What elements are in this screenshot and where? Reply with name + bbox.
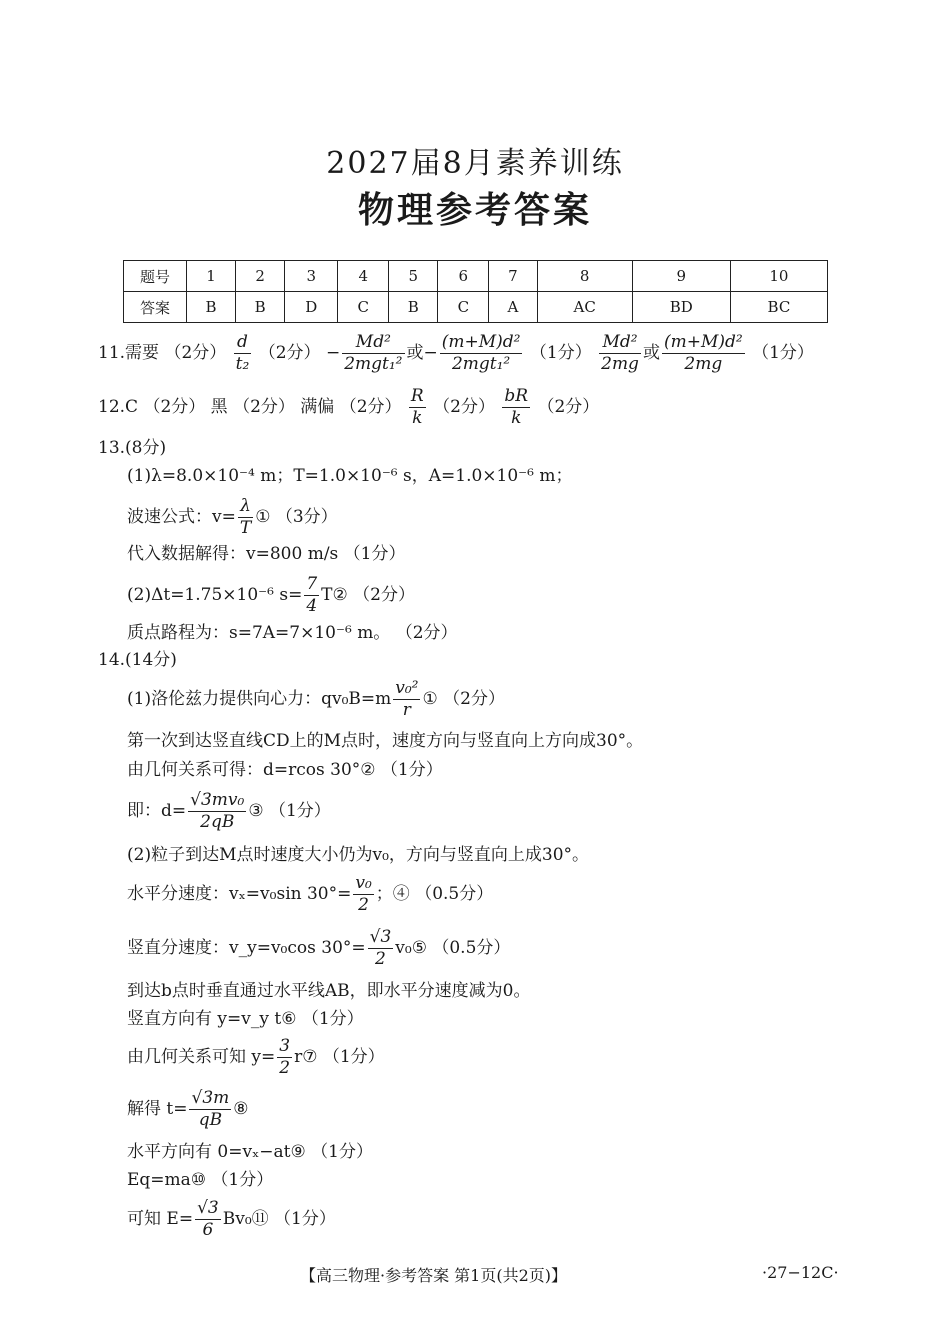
q14-head: 14.(14分) bbox=[98, 650, 177, 670]
answer-title: 物理参考答案 bbox=[357, 189, 592, 231]
fraction: $\frac{R}{k}$ bbox=[410, 386, 424, 428]
table-cell: 6 bbox=[438, 261, 489, 292]
fraction: $\frac{3}{2}$ bbox=[279, 1036, 291, 1078]
table-cell: 10 bbox=[730, 261, 827, 292]
table-cell: 3 bbox=[285, 261, 338, 292]
table-cell: B bbox=[389, 292, 438, 323]
page-code: ·27−12C· bbox=[762, 1263, 839, 1282]
q14-line: 第一次到达竖直线CD上的M点时，速度方向与竖直向上方向成30°。 bbox=[127, 731, 644, 751]
table-cell: D bbox=[285, 292, 338, 323]
q11-score: （2分） bbox=[258, 343, 321, 363]
q11-or: 或 bbox=[406, 343, 424, 363]
q13-line: 质点路程为：s=7A=7×10⁻⁶ m。 （2分） bbox=[127, 623, 458, 643]
q13-line: 波速公式：v= $\frac{\lambda}{T}$ ① （3分） bbox=[127, 496, 338, 538]
q14-line: 水平分速度：vₓ=v₀sin 30°= $\frac{\text{v₀}}{2}$ ；④ （0.5分） bbox=[127, 873, 494, 915]
q14-line: 到达b点时垂直通过水平线AB，即水平分速度减为0。 bbox=[127, 981, 531, 1001]
q12-line bbox=[98, 388, 599, 427]
table-cell: 4 bbox=[338, 261, 389, 292]
q13-head: 13.(8分) bbox=[98, 438, 167, 458]
q14-line: 可知 E= $\frac{√3}{6}$ Bv₀⑪ （1分） bbox=[127, 1198, 336, 1240]
table-cell: C bbox=[338, 292, 389, 323]
table-cell: C bbox=[438, 292, 489, 323]
q14-line: 水平方向有 0=vₓ−at⑨ （1分） bbox=[127, 1142, 373, 1162]
q13-line: (1)λ=8.0×10⁻⁴ m；T=1.0×10⁻⁶ s，A=1.0×10⁻⁶ m； bbox=[127, 466, 573, 486]
q13-line: 代入数据解得：v=800 m/s （1分） bbox=[127, 544, 406, 564]
q11-or: 或 bbox=[642, 343, 660, 363]
table-cell: A bbox=[489, 292, 537, 323]
q14-line: 即：d= $\frac{\text{√3mv₀}}{2qB}$ ③ （1分） bbox=[127, 790, 331, 832]
q12-text: 12.C （2分） 黑 （2分） 满偏 （2分） bbox=[98, 397, 402, 417]
fraction: $\frac{\text{(m+M)d²}}{\text{2mgt₁²}}$ bbox=[441, 332, 521, 374]
q14-line: 竖直方向有 y=v_y t⑥ （1分） bbox=[127, 1009, 364, 1029]
table-cell: BD bbox=[632, 292, 730, 323]
table-cell: 8 bbox=[537, 261, 632, 292]
page-footer: 【高三物理·参考答案 第1页(共2页)】 bbox=[300, 1266, 568, 1285]
table-cell: 1 bbox=[187, 261, 236, 292]
fraction: $\frac{bR}{k}$ bbox=[504, 386, 529, 428]
fraction: $\frac{d}{\text{t₂}}$ bbox=[235, 332, 250, 374]
table-cell: AC bbox=[537, 292, 632, 323]
q14-line: (1)洛伦兹力提供向心力：qv₀B=m $\frac{\text{v₀²}}{r}$ ① （2分） bbox=[127, 678, 505, 720]
q14-line: Eq=ma⑩ （1分） bbox=[127, 1170, 274, 1190]
fraction: $\frac{\text{Md²}}{\text{2mgt₁²}}$ bbox=[344, 332, 403, 374]
table-cell: 7 bbox=[489, 261, 537, 292]
fraction: $\frac{\lambda}{T}$ bbox=[239, 496, 252, 538]
answer-table bbox=[123, 260, 828, 323]
table-cell: B bbox=[236, 292, 285, 323]
q14-line: 竖直分速度：v_y=v₀cos 30°= $\frac{√3}{2}$ v₀⑤ （0.5分） bbox=[127, 927, 511, 969]
fraction: $\frac{\text{√3mv₀}}{2qB}$ bbox=[190, 790, 245, 832]
q11-score: （1分） bbox=[752, 343, 814, 363]
table-row bbox=[124, 261, 828, 292]
table-cell: BC bbox=[730, 292, 827, 323]
table-cell: 5 bbox=[389, 261, 438, 292]
q11-score: （1分） bbox=[529, 343, 592, 363]
fraction: $\frac{\text{v₀²}}{r}$ bbox=[395, 678, 419, 720]
table-cell: B bbox=[187, 292, 236, 323]
exam-title: 2027届8月素养训练 bbox=[326, 146, 624, 181]
fraction: $\frac{√3}{2}$ bbox=[369, 927, 392, 969]
table-cell: 2 bbox=[236, 261, 285, 292]
table-cell: 题号 bbox=[124, 261, 187, 292]
table-row bbox=[124, 292, 828, 323]
fraction: $\frac{√3m}{qB}$ bbox=[191, 1088, 230, 1130]
q12-score: （2分） bbox=[537, 397, 600, 417]
q11-text: 11.需要 （2分） bbox=[98, 343, 227, 363]
fraction: $\frac{\text{Md²}}{2mg}$ bbox=[601, 332, 639, 374]
q14-line: (2)粒子到达M点时速度大小仍为v₀，方向与竖直向上成30°。 bbox=[127, 845, 590, 865]
q13-line: (2)Δt=1.75×10⁻⁶ s= $\frac{7}{4}$ T② （2分） bbox=[127, 574, 415, 616]
table-cell: 9 bbox=[632, 261, 730, 292]
q14-line: 解得 t= $\frac{√3m}{qB}$ ⑧ bbox=[127, 1088, 249, 1130]
fraction: $\frac{7}{4}$ bbox=[306, 574, 318, 616]
table-cell: 答案 bbox=[124, 292, 187, 323]
fraction: $\frac{\text{v₀}}{2}$ bbox=[355, 873, 372, 915]
q14-line: 由几何关系可知 y= $\frac{3}{2}$ r⑦ （1分） bbox=[127, 1036, 385, 1078]
fraction: $\frac{\text{(m+M)d²}}{2mg}$ bbox=[663, 332, 743, 374]
q11-line: 11.需要 （2分） $\frac{d}{\text{t₂}}$ （2分） − $\frac{\text{Md²}}{\text{2mgt₁²}}$ 或− $\frac{\text{(m+M)d²}}{\text{2mgt₁²}}$ （1分） $\frac{\text{Md²}}{2mg}$ 或 $\frac{\text{(m+M)d²}}{2mg}$ （1分） bbox=[98, 332, 814, 374]
q12-score: （2分） bbox=[433, 397, 495, 417]
fraction: $\frac{√3}{6}$ bbox=[197, 1198, 219, 1240]
q14-line: 由几何关系可得：d=rcos 30°② （1分） bbox=[127, 760, 443, 780]
